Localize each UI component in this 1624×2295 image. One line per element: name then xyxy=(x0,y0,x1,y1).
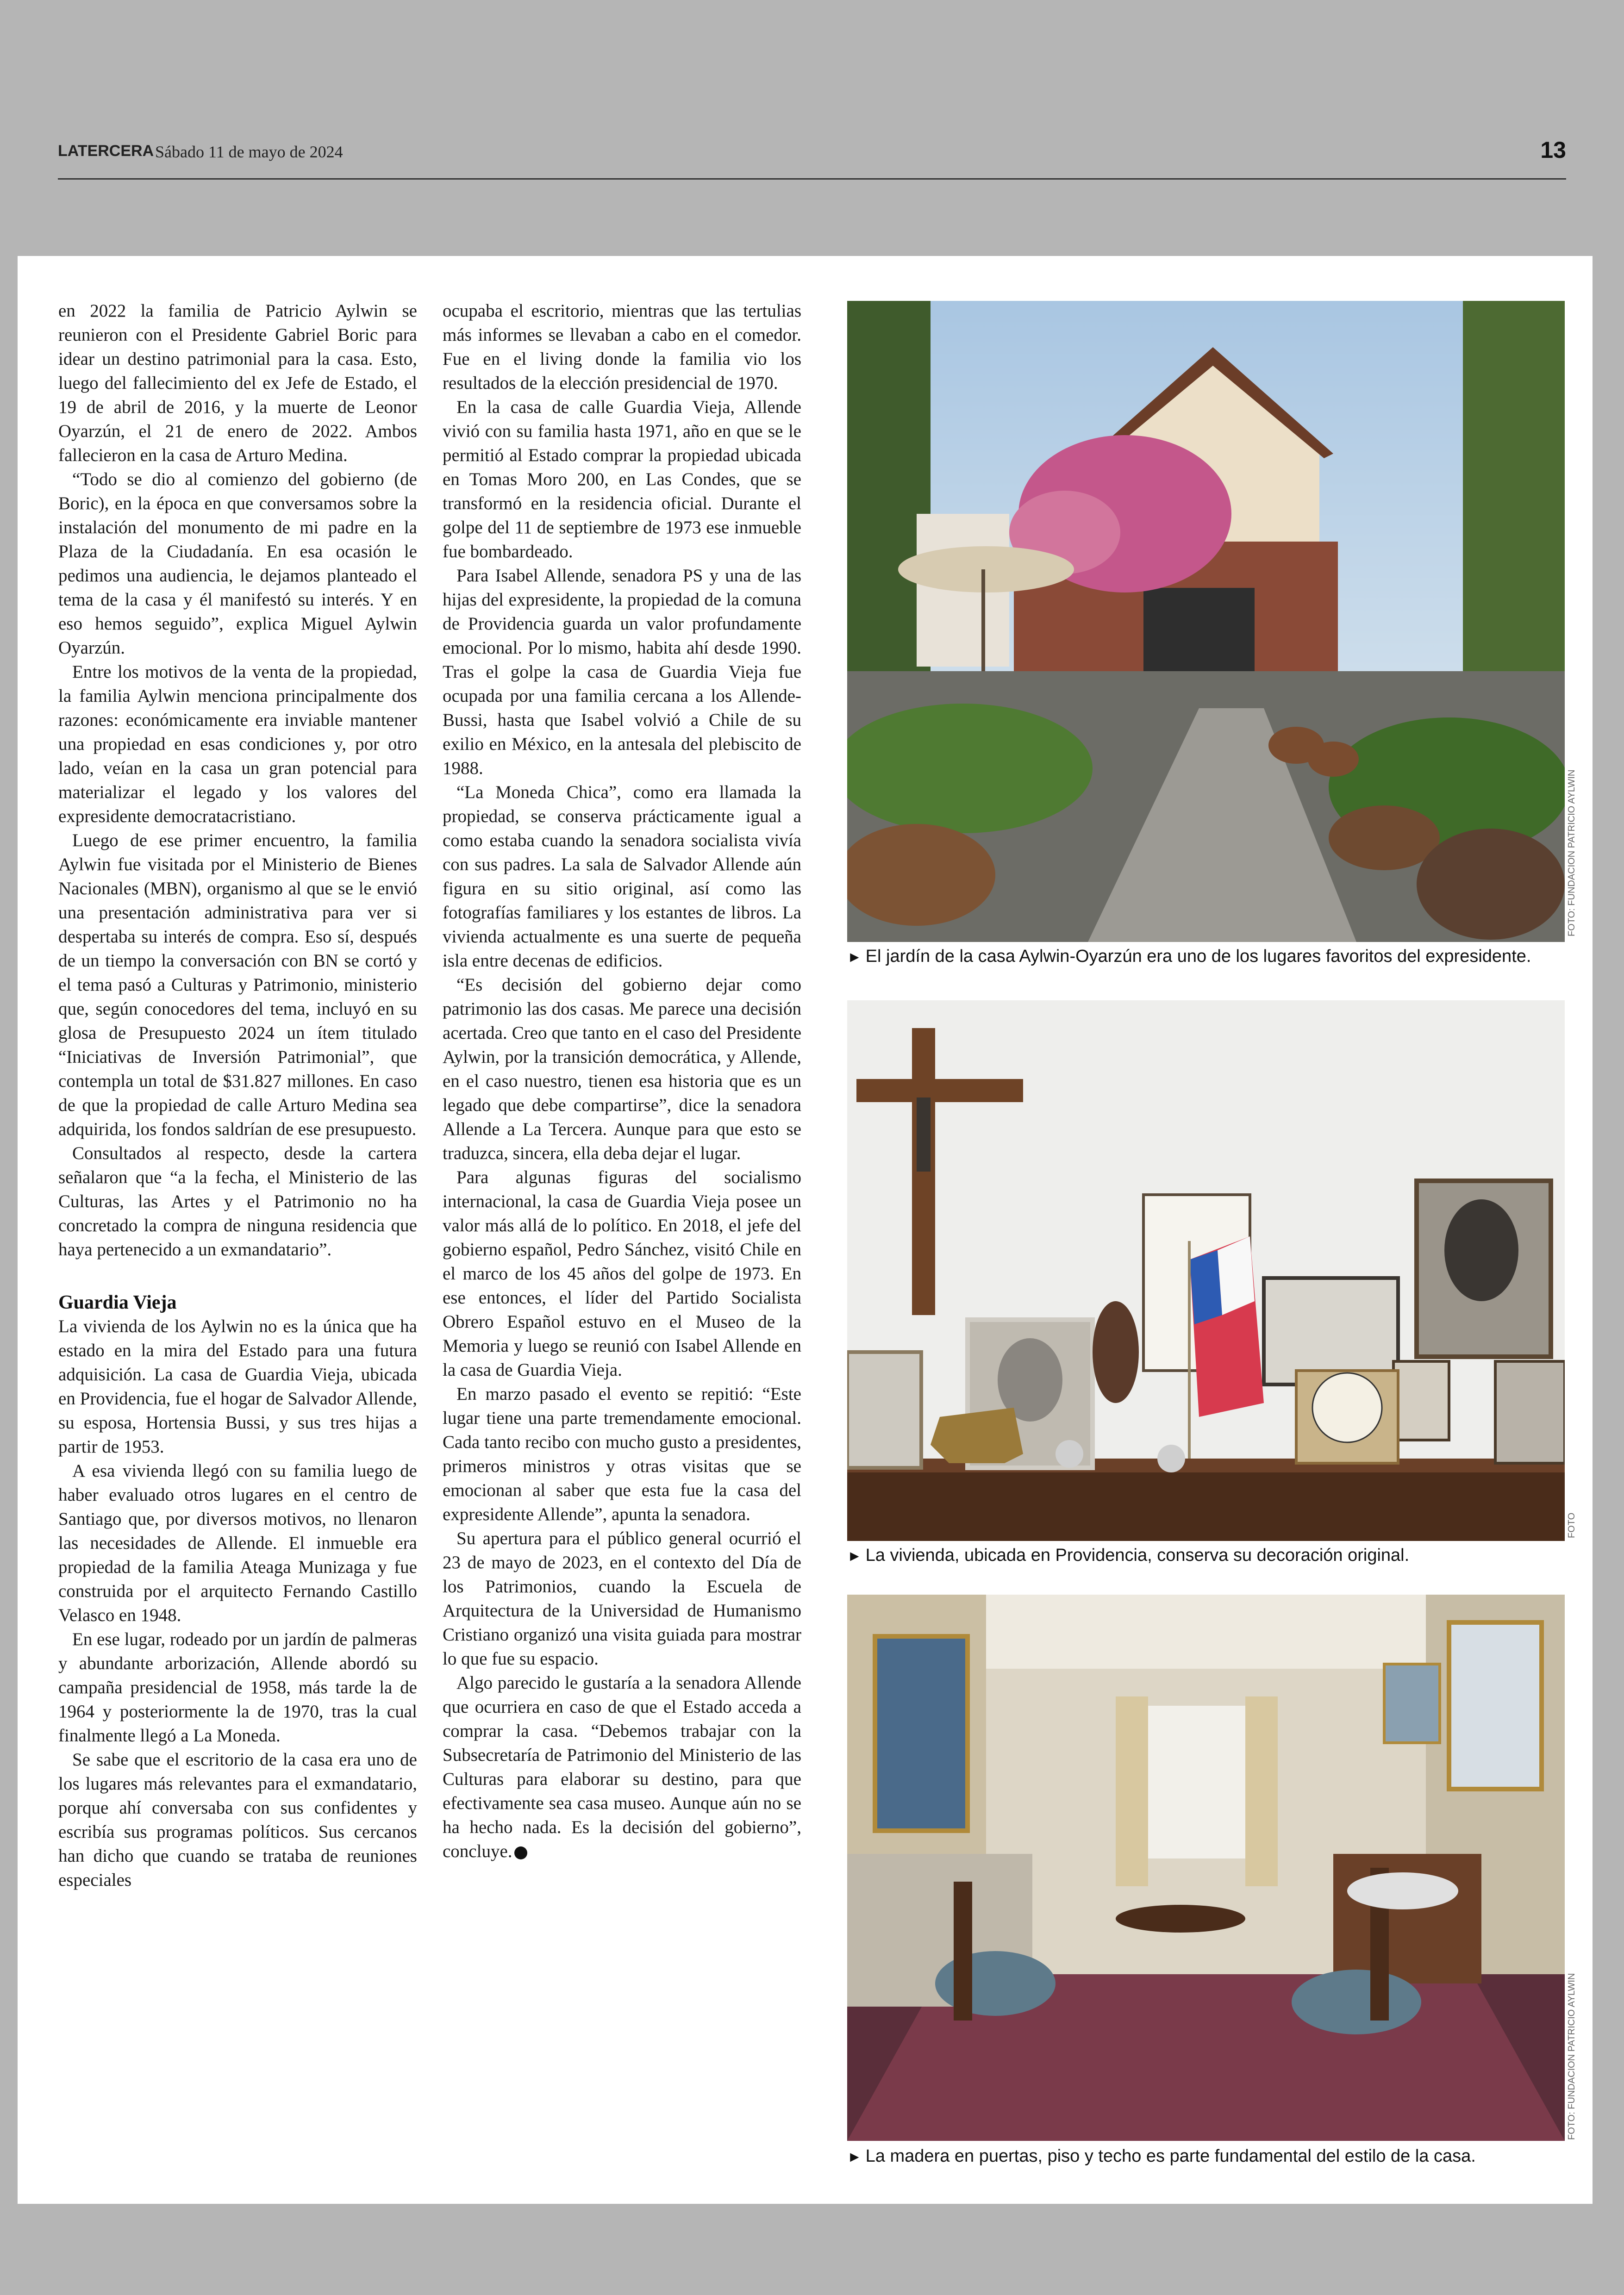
paragraph: Para Isabel Allende, senadora PS y una de las hijas del expresidente, la propiedad de la comuna de Providencia guarda un valor profundamente emocional. Por lo mismo, habita ahí desde 1990. Tras el golpe la casa de Guardia Vieja fue ocupada por una familia cercana a los Allende-Bussi, hasta que Isabel volvió a Chile de su exilio en México, en la antesala del plebiscito de 1988. xyxy=(443,566,801,778)
paragraph: ocupaba el escritorio, mientras que las tertulias más informes se llevaban a cabo en el comedor. Fue en el living donde la familia vio los resultados de la elección presidencial de 1970. xyxy=(443,301,801,393)
paragraph: Entre los motivos de la venta de la propiedad, la familia Aylwin menciona principalmente dos razones: económicamente era inviable mantener una propiedad en esas condiciones y, por otro lado, veían en la casa un gran potencial para materializar el legado y los valores del expresidente democratacristiano. xyxy=(58,662,417,826)
paragraph: “Todo se dio al comienzo del gobierno (de Boric), en la época en que conversamos sobre la instalación del monumento de mi padre en la Plaza de la Ciudadanía. En esa ocasión le pedimos una audiencia, le dejamos planteado el tema de la casa y él manifestó su interés. Y en eso hemos seguido”, explica Miguel Aylwin Oyarzún. xyxy=(58,469,417,658)
paragraph: En ese lugar, rodeado por un jardín de palmeras y abundante arborización, Allende abordó su campaña presidencial de 1958, más tarde la de 1964 y posteriormente la de 1970, tras la cual finalmente llegó a La Moneda. xyxy=(58,1629,417,1746)
paragraph: En la casa de calle Guardia Vieja, Allende vivió con su familia hasta 1971, año en que se le permitió al Estado comprar la propiedad ubicada en Tomas Moro 200, en Las Condes, que se transformó en la residencia oficial. Durante el golpe del 11 de septiembre de 1973 ese inmueble fue bombardeado. xyxy=(443,397,801,561)
paragraph: En marzo pasado el evento se repitió: “Este lugar tiene una parte tremendamente emocional. Cada tanto recibo con mucho gusto a presidentes, primeros ministros y otras visitas que se emocionan al saber que esta fue la casa del expresidente Allende”, apunta la senadora. xyxy=(443,1384,801,1524)
newspaper-brand: LATERCERA xyxy=(58,142,154,160)
caption-arrow-icon: ► xyxy=(847,948,862,965)
article-page xyxy=(18,256,1593,2204)
garden-photo xyxy=(847,301,1565,942)
paragraph: “Es decisión del gobierno dejar como patrimonio las dos casas. Me parece una decisión acertada. Creo que tanto en el caso del Presidente Aylwin, por la transición democrática, y Allende, en el caso nuestro, tienen esa historia que es un legado que debe compartirse”, dice la senadora Allende a La Tercera. Aunque para que esto se traduzca, sincera, ella deba dejar el lugar. xyxy=(443,975,801,1163)
caption-text: La vivienda, ubicada en Providencia, conserva su decoración original. xyxy=(865,1546,1410,1565)
text-column-1 xyxy=(58,299,417,1892)
mantel-photo xyxy=(847,1000,1565,1541)
photo-caption xyxy=(847,2145,1569,2167)
page-number: 13 xyxy=(1540,137,1566,163)
photo-credit: FOTO: FUNDACION PATRICIO AYLWIN xyxy=(1567,1973,1577,2140)
subheading: Guardia Vieja xyxy=(58,1292,177,1313)
photo-caption xyxy=(847,946,1569,967)
paragraph: en 2022 la familia de Patricio Aylwin se reunieron con el Presidente Gabriel Boric para idear un destino patrimonial para la casa. Esto, luego del fallecimiento del ex Jefe de Estado, el 19 de abril de 2016, y la muerte de Leonor Oyarzún, el 21 de enero de 2022. Ambos fallecieron en la casa de Arturo Medina. xyxy=(58,301,417,465)
paragraph-text: Algo parecido le gustaría a la senadora Allende que ocurriera en caso de que el Estado acceda a comprar la casa. “Debemos trabajar con la Subsecretaría de Patrimonio del Ministerio de las Culturas para elaborar su destino, para que efectivamente sea casa museo. Aunque aún no se ha hecho nada. Es la decisión del gobierno”, concluye. xyxy=(443,1673,801,1861)
paragraph: Consultados al respecto, desde la cartera señalaron que “a la fecha, el Ministerio de las Culturas, las Artes y el Patrimonio no ha concretado la compra de ninguna residencia que haya pertenecido a un exmandatario”. xyxy=(58,1143,417,1260)
caption-arrow-icon: ► xyxy=(847,2148,862,2165)
living-room-photo xyxy=(847,1595,1565,2141)
paragraph: Luego de ese primer encuentro, la familia Aylwin fue visitada por el Ministerio de Bienes Nacionales (MBN), organismo al que se le envió una presentación administrativa para ver si despertaba su interés de compra. Eso sí, después de un tiempo la conversación con BN se cortó y el tema pasó a Culturas y Patrimonio, ministerio que, según conocedores del tema, incluyó en su glosa de Presupuesto 2024 un ítem titulado “Iniciativas de Inversión Patrimonial”, que contempla un total de $31.827 millones. En caso de que la propiedad de calle Arturo Medina sea adquirida, los fondos saldrían de ese presupuesto. xyxy=(58,830,417,1139)
paragraph: “La Moneda Chica”, como era llamada la propiedad, se conserva prácticamente igual a como estaba cuando la senadora socialista vivía con sus padres. La sala de Salvador Allende aún figura en su sitio original, así como las fotografías familiares y los estantes de libros. La vivienda actualmente es una suerte de pequeña isla entre decenas de edificios. xyxy=(443,782,801,971)
photo-credit: FOTO xyxy=(1567,1512,1577,1538)
text-column-2 xyxy=(443,299,801,1864)
caption-text: La madera en puertas, piso y techo es parte fundamental del estilo de la casa. xyxy=(865,2146,1476,2166)
photo-credit: FOTO: FUNDACION PATRICIO AYLWIN xyxy=(1567,769,1577,936)
paragraph: Para algunas figuras del socialismo internacional, la casa de Guardia Vieja posee un valor más allá de lo político. En 2018, el jefe del gobierno español, Pedro Sánchez, visitó Chile en el marco de los 45 años del golpe de 1973. En ese entonces, el líder del Partido Socialista Obrero Español estuvo en el Museo de la Memoria y luego se reunió con Isabel Allende en la casa de Guardia Vieja. xyxy=(443,1167,801,1380)
paragraph: Su apertura para el público general ocurrió el 23 de mayo de 2023, en el contexto del Día de los Patrimonios, cuando la Escuela de Arquitectura de la Universidad de Humanismo Cristiano organizó una visita guiada para mostrar lo que fue su espacio. xyxy=(443,1528,801,1669)
issue-date: Sábado 11 de mayo de 2024 xyxy=(155,143,343,161)
paragraph: A esa vivienda llegó con su familia luego de haber evaluado otros lugares en el centro de Santiago que, por diversos motivos, no llenaron las necesidades de Allende. El inmueble era propiedad de la familia Ateaga Munizaga y fue construida por el arquitecto Fernando Castillo Velasco en 1948. xyxy=(58,1461,417,1625)
end-mark-icon xyxy=(514,1846,527,1859)
masthead xyxy=(58,137,1566,180)
paragraph xyxy=(443,1671,801,1864)
caption-arrow-icon: ► xyxy=(847,1547,862,1564)
caption-text: El jardín de la casa Aylwin-Oyarzún era uno de los lugares favoritos del expresidente. xyxy=(865,947,1531,966)
paragraph: La vivienda de los Aylwin no es la única que ha estado en la mira del Estado para una futura adquisición. La casa de Guardia Vieja, ubicada en Providencia, fue el hogar de Salvador Allende, su esposa, Hortensia Bussi, y sus tres hijas a partir de 1953. xyxy=(58,1316,417,1457)
paragraph: Se sabe que el escritorio de la casa era uno de los lugares más relevantes para el exmandatario, porque ahí conversaba con sus confidentes y escribía sus programas políticos. Sus cercanos han dicho que cuando se trataba de reuniones especiales xyxy=(58,1750,417,1890)
photo-caption xyxy=(847,1545,1569,1566)
